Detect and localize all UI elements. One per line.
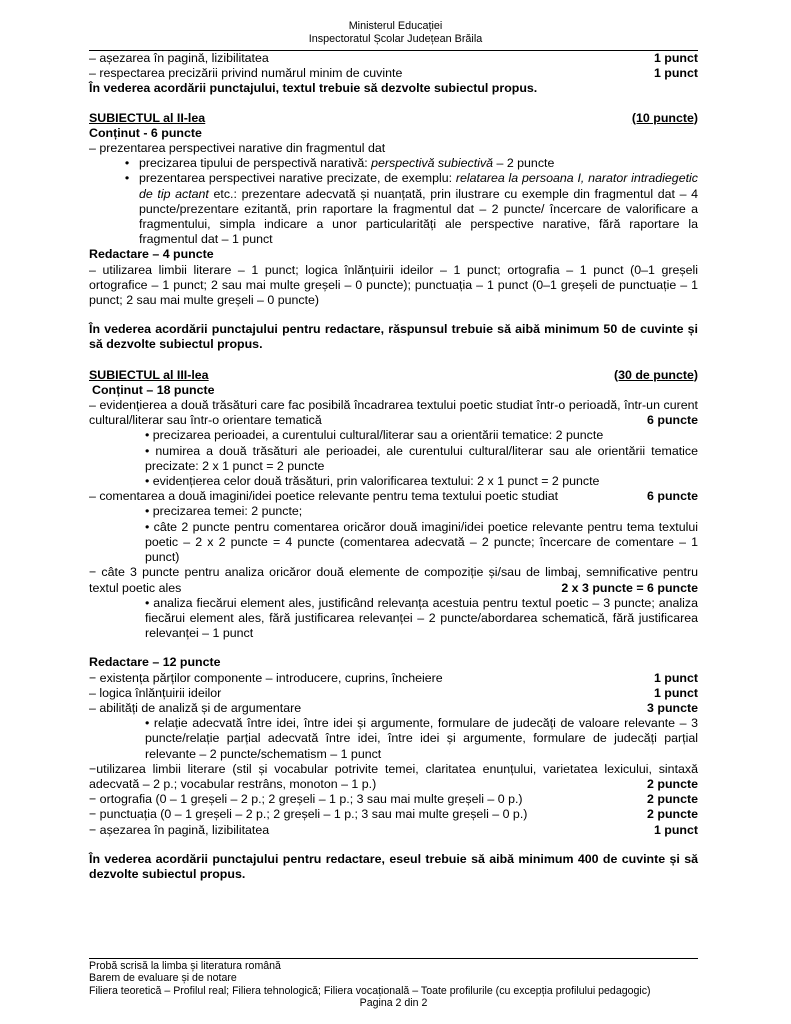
criterion-text: – respectarea precizării privind numărul minim de cuvinte — [89, 66, 403, 81]
s3-note: În vederea acordării punctajului pentru redactare, eseul trebuie să aibă minimum 400 de cuvinte și să dezvolte subiectul propus. — [89, 851, 698, 881]
footer-exam: Probă scrisă la limba și literatura română — [89, 960, 281, 972]
criterion-points: 1 punct — [653, 51, 698, 65]
criterion-points: 3 puncte — [647, 700, 698, 715]
s3-content-heading: Conținut – 18 puncte — [92, 382, 215, 397]
s2-bullet-2: • prezentarea perspectivei narative precizate, de exemplu: relatarea la persoana I, narator intradiegetic de tip actant etc.: prezentare adecvată și nuanțată, prin ilustrare cu exemple din fragmentul dat – 4 puncte/prezentare ezitantă, prin raportare la fragmentul dat – 2 puncte/ încercare de valorificare a fragmentului, simpla indicare a unor particularități ale perspective narative, fără raportare la fragmentul dat – 1 punct — [89, 171, 698, 247]
s3-criterion-1: – evidențierea a două trăsături care fac posibilă încadrarea textului poetic studiat într-o perioadă, într-un curent cultural/literar sau într-o orientare tematică 6 puncte — [89, 398, 698, 428]
criterion-points: 2 puncte — [647, 807, 698, 822]
criterion-text: – așezarea în pagină, lizibilitatea — [89, 51, 269, 65]
section-3-points: (30 de puncte) — [614, 367, 698, 382]
criterion-points: 2 puncte — [647, 792, 698, 807]
s2-redactare-text: – utilizarea limbii literare – 1 punct; logica înlănțuirii ideilor – 1 punct; ortografia – 1 punct (0–1 greșeli ortografice – 1 punct; 2 sau mai multe greșeli – 0 puncte); punctuația – 1 punct (0–1 greșeli de punctuație – 1 punct; 2 sau mai multe greșeli – 0 puncte) — [89, 262, 698, 308]
criterion-points: 2 puncte — [647, 776, 698, 791]
section-2-title: SUBIECTUL al II-lea — [89, 110, 206, 125]
s3-criterion-2: – comentarea a două imagini/idei poetice relevante pentru tema textului poetic studiat 6 puncte — [89, 489, 698, 504]
s3-r3-sub-a: • relație adecvată între idei, între idei și argumente, formulare de judecăți de valoare relevante – 3 puncte/relație parțial adecvată între idei, între idei și argumente, formulare de judecăți parțial relevante – 2 puncte/schematism – 1 punct — [145, 716, 698, 761]
s3-c3-sub-a: • analiza fiecărui element ales, justificând relevanța acestuia pentru textul poetic – 3 puncte; analiza fiecărui element ales, fără justificarea relevanței – 2 puncte/abordarea schematică, fără justificarea relevanței – 1 punct — [145, 595, 698, 641]
s3-c2-sub-a: • precizarea temei: 2 puncte; — [145, 504, 303, 519]
criterion-points: 1 punct — [653, 685, 698, 700]
redactare-row: − ortografia (0 – 1 greșeli – 2 p.; 2 greșeli – 1 p.; 3 sau mai multe greșeli – 0 p.) 2 puncte — [89, 792, 698, 807]
criterion-points: 6 puncte — [647, 489, 698, 504]
s2-redactare-heading: Redactare – 4 puncte — [89, 247, 214, 262]
page-number: Pagina 2 din 2 — [359, 997, 428, 1010]
redactare-row: − punctuația (0 – 1 greșeli – 2 p.; 2 greșeli – 1 p.; 3 sau mai multe greșeli – 0 p.) 2 puncte — [89, 807, 698, 822]
criterion-points: 2 x 3 puncte = 6 puncte — [561, 580, 698, 595]
document-body — [89, 51, 698, 882]
header-ministry: Ministerul Educației — [348, 20, 443, 32]
redactare-row: − existența părților componente – introducere, cuprins, încheiere 1 punct — [89, 670, 698, 685]
criterion-row — [89, 51, 698, 66]
top-note: În vederea acordării punctajului, textul trebuie să dezvolte subiectul propus. — [89, 81, 538, 96]
footer-rule — [89, 958, 698, 959]
s2-bullet-1: • precizarea tipului de perspectivă narativă: perspectivă subiectivă – 2 puncte — [89, 156, 698, 171]
bullet-icon: • — [124, 171, 130, 186]
section-2-heading — [89, 111, 698, 126]
footer-profiles: Filiera teoretică – Profilul real; Filiera tehnologică; Filiera vocațională – Toate profilurile (cu excepția profilului pedagogic) — [89, 984, 651, 997]
criterion-points: 1 punct — [653, 66, 698, 81]
s3-c1-sub-a: • precizarea perioadei, a curentului cultural/literar sau a orientării tematice: 2 puncte — [145, 428, 604, 443]
s3-c1-sub-b: • numirea a două trăsături ale perioadei, ale curentului cultural/literar sau ale orientării tematice precizate: 2 x 1 punct = 2 puncte — [145, 443, 698, 473]
s2-content-heading: Conținut - 6 puncte — [89, 125, 202, 140]
criterion-points: 6 puncte — [647, 413, 698, 428]
s2-content-line: – prezentarea perspectivei narative din fragmentul dat — [89, 141, 386, 156]
criterion-points: 1 punct — [653, 822, 698, 837]
redactare-row: − așezarea în pagină, lizibilitatea 1 punct — [89, 822, 698, 837]
section-2-points: (10 puncte) — [631, 110, 698, 125]
s3-criterion-3: − câte 3 puncte pentru analiza oricăror două elemente de compoziție și/sau de limbaj, semnificative pentru textul poetic ales 2 x 3 puncte = 6 puncte — [89, 565, 698, 595]
section-3-title: SUBIECTUL al III-lea — [89, 367, 209, 382]
redactare-row: −utilizarea limbii literare (stil și vocabular potrivite temei, claritatea enunțului, varietatea lexicului, sintaxă adecvată – 2 p.; vocabular restrâns, monoton – 1 p.) 2 puncte — [89, 761, 698, 791]
s2-note: În vederea acordării punctajului pentru redactare, răspunsul trebuie să aibă minimum 50 de cuvinte și să dezvolte subiectul propus. — [89, 322, 698, 352]
criterion-points: 1 punct — [653, 670, 698, 685]
header-inspectorate: Inspectoratul Școlar Județean Brăila — [308, 32, 483, 45]
s3-c2-sub-b: • câte 2 puncte pentru comentarea oricăror două imagini/idei poetice relevante pentru tema textului poetic – 2 x 2 puncte = 4 puncte (comentarea adecvată – 2 puncte; încercare de comentare – 1 punct) — [145, 519, 698, 565]
page-header — [0, 20, 791, 45]
bullet-icon: • — [124, 156, 130, 171]
s3-c1-sub-c: • evidențierea celor două trăsături, prin valorificarea textului: 2 x 1 punct = 2 puncte — [145, 474, 600, 489]
s3-redactare-heading: Redactare – 12 puncte — [89, 655, 221, 670]
redactare-row: – logica înlănțuirii ideilor 1 punct — [89, 685, 698, 700]
redactare-row: – abilități de analiză și de argumentare 3 puncte — [89, 700, 698, 715]
footer-barem: Barem de evaluare și de notare — [89, 972, 237, 985]
criterion-row — [89, 66, 698, 81]
page-footer — [89, 960, 698, 1010]
section-3-heading — [89, 368, 698, 383]
